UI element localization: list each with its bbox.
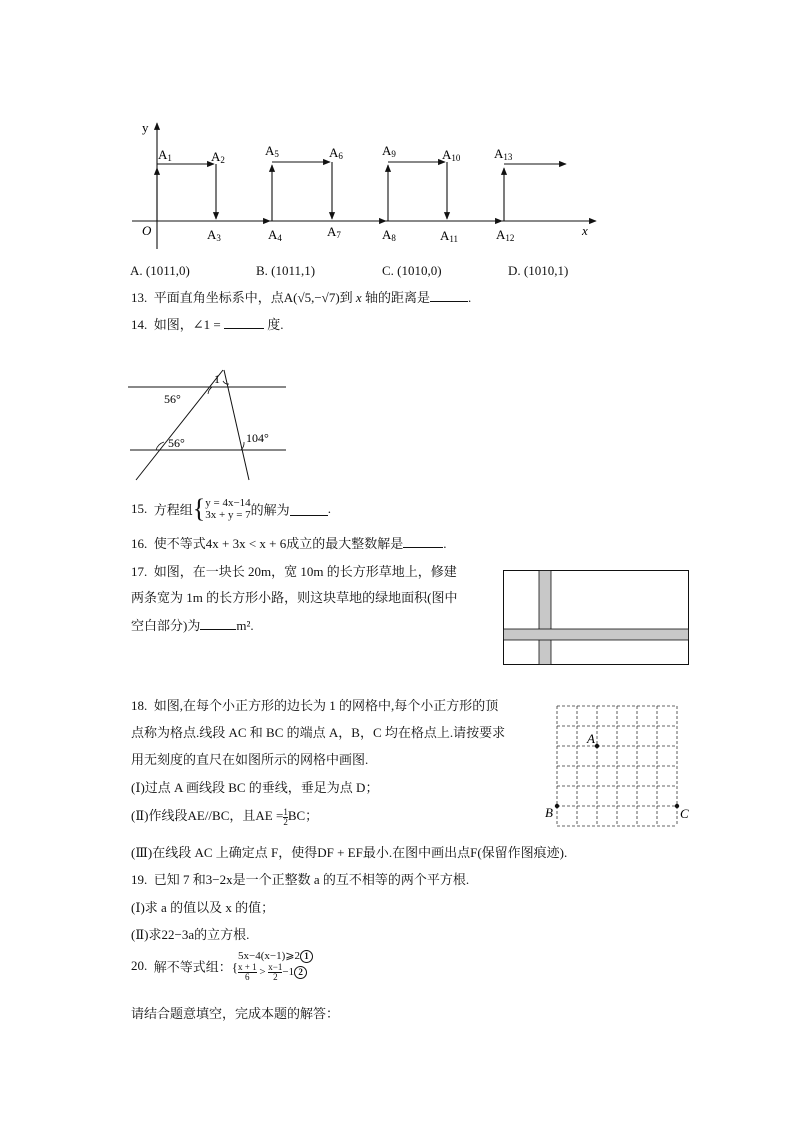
q16-text: 使不等式4x + 3x < x + 6成立的最大整数解是 <box>153 536 404 551</box>
label-a4: A4 <box>268 227 282 243</box>
q15-number: 15. <box>131 501 148 516</box>
q18-text-line1: 如图,在每个小正方形的边长为 1 的网格中,每个小正方形的顶 <box>153 698 499 713</box>
q18-number: 18. <box>131 698 148 713</box>
q13-var: x <box>355 290 362 305</box>
origin-label: O <box>142 223 152 238</box>
q13 <box>131 287 471 306</box>
q17-answer-blank[interactable] <box>200 617 236 630</box>
q19-text: 已知 7 和3−2x是一个正整数 a 的互不相等的两个平方根. <box>153 872 470 887</box>
dashed-grid <box>557 706 677 826</box>
x-axis-label: x <box>582 223 588 238</box>
q12-option-d: D. (1010,1) <box>508 263 569 278</box>
q20-ineq2: $\frac{x + 1}{6}$ > $\frac{x-1}{2}$ −1 2 <box>238 963 313 982</box>
label-a9: A9 <box>382 143 396 159</box>
q15-eq2: 3x + y = 7 <box>205 509 251 521</box>
q18-part1: (Ⅰ)过点 A 画线段 BC 的垂线，垂足为点 D； <box>131 780 379 795</box>
angle-56-lower: 56° <box>168 436 185 450</box>
q15: 15. 方程组{ y = 4x−14 3x + y = 7 的解为 . <box>131 494 331 523</box>
q13-text-b: 轴的距离是 <box>364 290 430 305</box>
point-a <box>595 744 599 748</box>
q17-unit: m². <box>236 618 254 633</box>
lawn-rectangle <box>504 571 689 665</box>
q16-end: . <box>443 536 447 551</box>
q19 <box>131 869 469 888</box>
q17-text-line3: 空白部分)为 <box>131 618 201 633</box>
q13-number: 13. <box>131 290 148 305</box>
q12-figure <box>120 115 610 250</box>
q15-text-b: 的解为 <box>250 502 290 518</box>
q20-ineq1: 5x−4(x−1)⩾2 1 <box>238 950 313 963</box>
label-a12: A12 <box>496 227 515 243</box>
horizontal-path <box>504 629 689 640</box>
q16-number: 16. <box>131 536 148 551</box>
q17-line1 <box>131 561 457 580</box>
point-c-label: C <box>680 806 689 821</box>
q18-part2 <box>131 805 318 827</box>
q16 <box>131 533 447 552</box>
q14-answer-blank[interactable] <box>224 316 264 329</box>
q18-part2-text: (Ⅱ)作线段AE//BC，且AE = <box>131 808 284 823</box>
q20-system <box>238 950 313 982</box>
q20-number: 20. <box>131 958 148 973</box>
q17-number: 17. <box>131 564 148 579</box>
q12-option-c: C. (1010,0) <box>382 263 442 278</box>
q13-text-a: 平面直角坐标系中，点A(√5,−√7)到 <box>153 290 353 305</box>
label-a2: A2 <box>211 149 225 165</box>
y-axis-label: y <box>142 120 149 135</box>
q18-grid <box>542 700 692 830</box>
q14-figure <box>128 368 290 483</box>
q16-answer-blank[interactable] <box>403 535 443 548</box>
point-b-label: B <box>545 805 553 820</box>
q14 <box>131 314 284 333</box>
angle-56-upper: 56° <box>164 392 181 406</box>
q20-frac-right: $\frac{x-1}{2}$ <box>268 962 283 982</box>
q14-text-a: 如图，∠1 = <box>153 317 221 332</box>
q17-figure <box>503 570 691 666</box>
q18-line3: 用无刻度的直尺在如图所示的网格中画图. <box>131 752 369 767</box>
label-a3: A3 <box>207 227 221 243</box>
q15-end: . <box>327 501 331 516</box>
q18-part2-tail: BC； <box>287 808 319 823</box>
q17-line3 <box>131 615 254 634</box>
q19-part1: (Ⅰ)求 a 的值以及 x 的值； <box>131 900 275 915</box>
q20-mark-1: 1 <box>300 950 313 963</box>
q12-option-b: B. (1011,1) <box>256 263 316 278</box>
angle-104: 104° <box>246 431 269 445</box>
q14-number: 14. <box>131 317 148 332</box>
label-a8: A8 <box>382 227 396 243</box>
q18-line1 <box>131 695 498 714</box>
q20 <box>131 950 313 982</box>
q15-system <box>205 497 250 521</box>
q20-frac-left: $\frac{x + 1}{6}$ <box>238 962 257 982</box>
q19-part2: (Ⅱ)求22−3a的立方根. <box>131 927 250 942</box>
q12-option-a: A. (1011,0) <box>130 263 190 278</box>
q19-number: 19. <box>131 872 148 887</box>
vertical-path <box>539 571 551 665</box>
q17-line2: 两条宽为 1m 的长方形小路，则这块草地的绿地面积(图中 <box>131 590 458 605</box>
q15-text-a: 方程组 <box>153 502 193 518</box>
point-a-label: A <box>587 731 595 746</box>
q14-text-b: 度. <box>267 317 284 332</box>
q20-follow: 请结合题意填空，完成本题的解答： <box>131 1006 340 1021</box>
q15-answer-blank[interactable] <box>290 503 328 516</box>
label-a1: A1 <box>158 147 172 163</box>
q12-path <box>157 162 566 221</box>
q15-eq1: y = 4x−14 <box>205 497 251 509</box>
point-c <box>675 804 679 808</box>
label-a5: A5 <box>265 143 279 159</box>
angle-1-label: 1 <box>214 372 220 386</box>
point-b <box>555 804 559 808</box>
q13-answer-blank[interactable] <box>430 289 468 302</box>
label-a6: A6 <box>329 145 343 161</box>
q13-end: . <box>467 290 472 305</box>
q18-half-fraction: $\frac{1}{2}$ <box>283 806 288 827</box>
label-a7: A7 <box>327 224 341 240</box>
q20-mark-2: 2 <box>294 966 307 979</box>
label-a10: A10 <box>442 147 461 163</box>
label-a11: A11 <box>440 228 459 244</box>
label-a13: A13 <box>494 146 513 162</box>
q18-part3: (Ⅲ)在线段 AC 上确定点 F，使得DF + EF最小.在图中画出点F(保留作图痕迹). <box>131 845 568 860</box>
q20-text: 解不等式组：{ <box>153 959 238 975</box>
q18-line2: 点称为格点.线段 AC 和 BC 的端点 A，B，C 均在格点上.请按要求 <box>131 725 506 740</box>
q17-text-line1: 如图，在一块长 20m，宽 10m 的长方形草地上，修建 <box>153 564 457 579</box>
